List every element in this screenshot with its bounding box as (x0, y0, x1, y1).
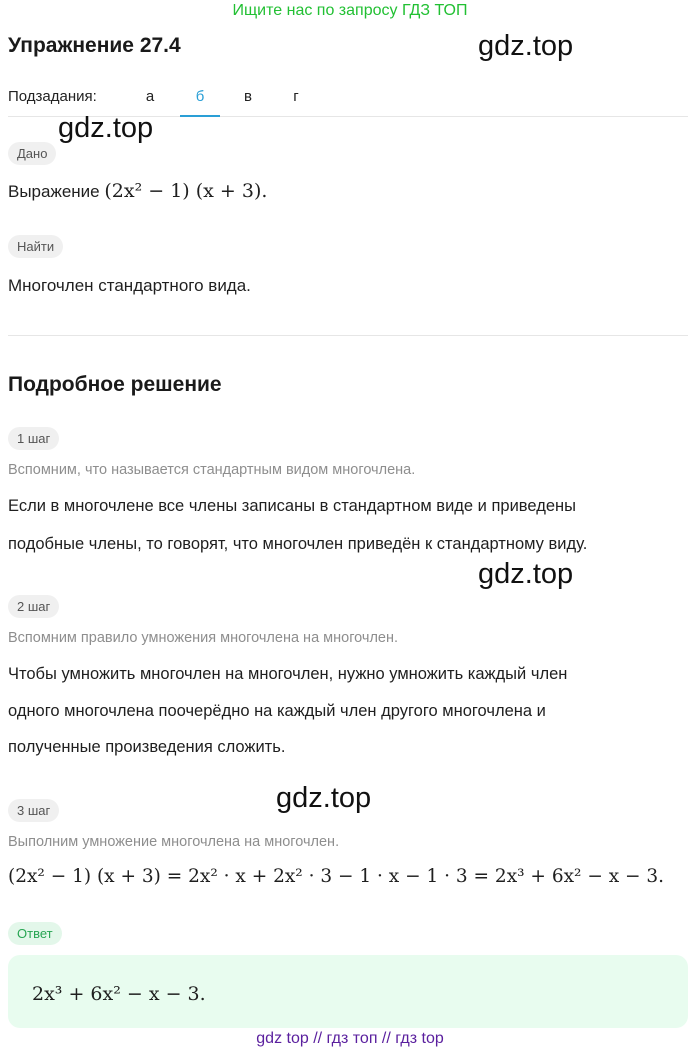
subtasks-label: Подзадания: (8, 88, 97, 105)
step-hint: Вспомним, что называется стандартным видом многочлена. (8, 462, 416, 478)
watermark: gdz.top (478, 558, 574, 590)
find-text: Многочлен стандартного вида. (8, 276, 251, 295)
step-badge: 2 шаг (8, 595, 59, 618)
given-expression: (2x² − 1) (x + 3). (104, 180, 268, 202)
given-badge: Дано (8, 142, 56, 165)
tab-a[interactable]: а (145, 88, 155, 105)
step-text-line: полученные произведения сложить. (8, 738, 286, 756)
solution-title: Подробное решение (8, 373, 222, 396)
watermark: gdz.top (478, 30, 574, 62)
divider (8, 335, 688, 336)
step-text-line: одного многочлена поочерёдно на каждый член другого многочлена и (8, 702, 546, 720)
tab-g[interactable]: г (293, 88, 299, 105)
given-line (8, 180, 267, 202)
watermark: gdz.top (276, 782, 372, 814)
step-hint: Выполним умножение многочлена на многочлен. (8, 834, 340, 850)
step-text-line: Если в многочлене все члены записаны в стандартном виде и приведены (8, 497, 576, 515)
watermark: gdz.top (58, 112, 154, 144)
step-expression: (2x² − 1) (x + 3) = 2x² · x + 2x² · 3 − 1 · x − 1 · 3 = 2x³ + 6x² − x − 3. (8, 866, 665, 887)
find-badge: Найти (8, 235, 63, 258)
answer-badge: Ответ (8, 922, 62, 945)
step-badge: 1 шаг (8, 427, 59, 450)
tab-b[interactable]: б (180, 88, 220, 117)
tab-v[interactable]: в (244, 88, 252, 105)
page-title: Упражнение 27.4 (8, 34, 181, 57)
given-prefix: Выражение (8, 182, 100, 201)
step-text-line: Чтобы умножить многочлен на многочлен, нужно умножить каждый член (8, 665, 568, 683)
step-badge: 3 шаг (8, 799, 59, 822)
answer-expression: 2x³ + 6x² − x − 3. (32, 983, 206, 1005)
answer-box (8, 955, 688, 1028)
footer-links[interactable]: gdz top // гдз топ // гдз top (256, 1030, 444, 1047)
step-hint: Вспомним правило умножения многочлена на многочлен. (8, 630, 399, 646)
step-text-line: подобные члены, то говорят, что многочлен приведён к стандартному виду. (8, 535, 588, 553)
promo-banner[interactable]: Ищите нас по запросу ГДЗ ТОП (232, 2, 468, 19)
